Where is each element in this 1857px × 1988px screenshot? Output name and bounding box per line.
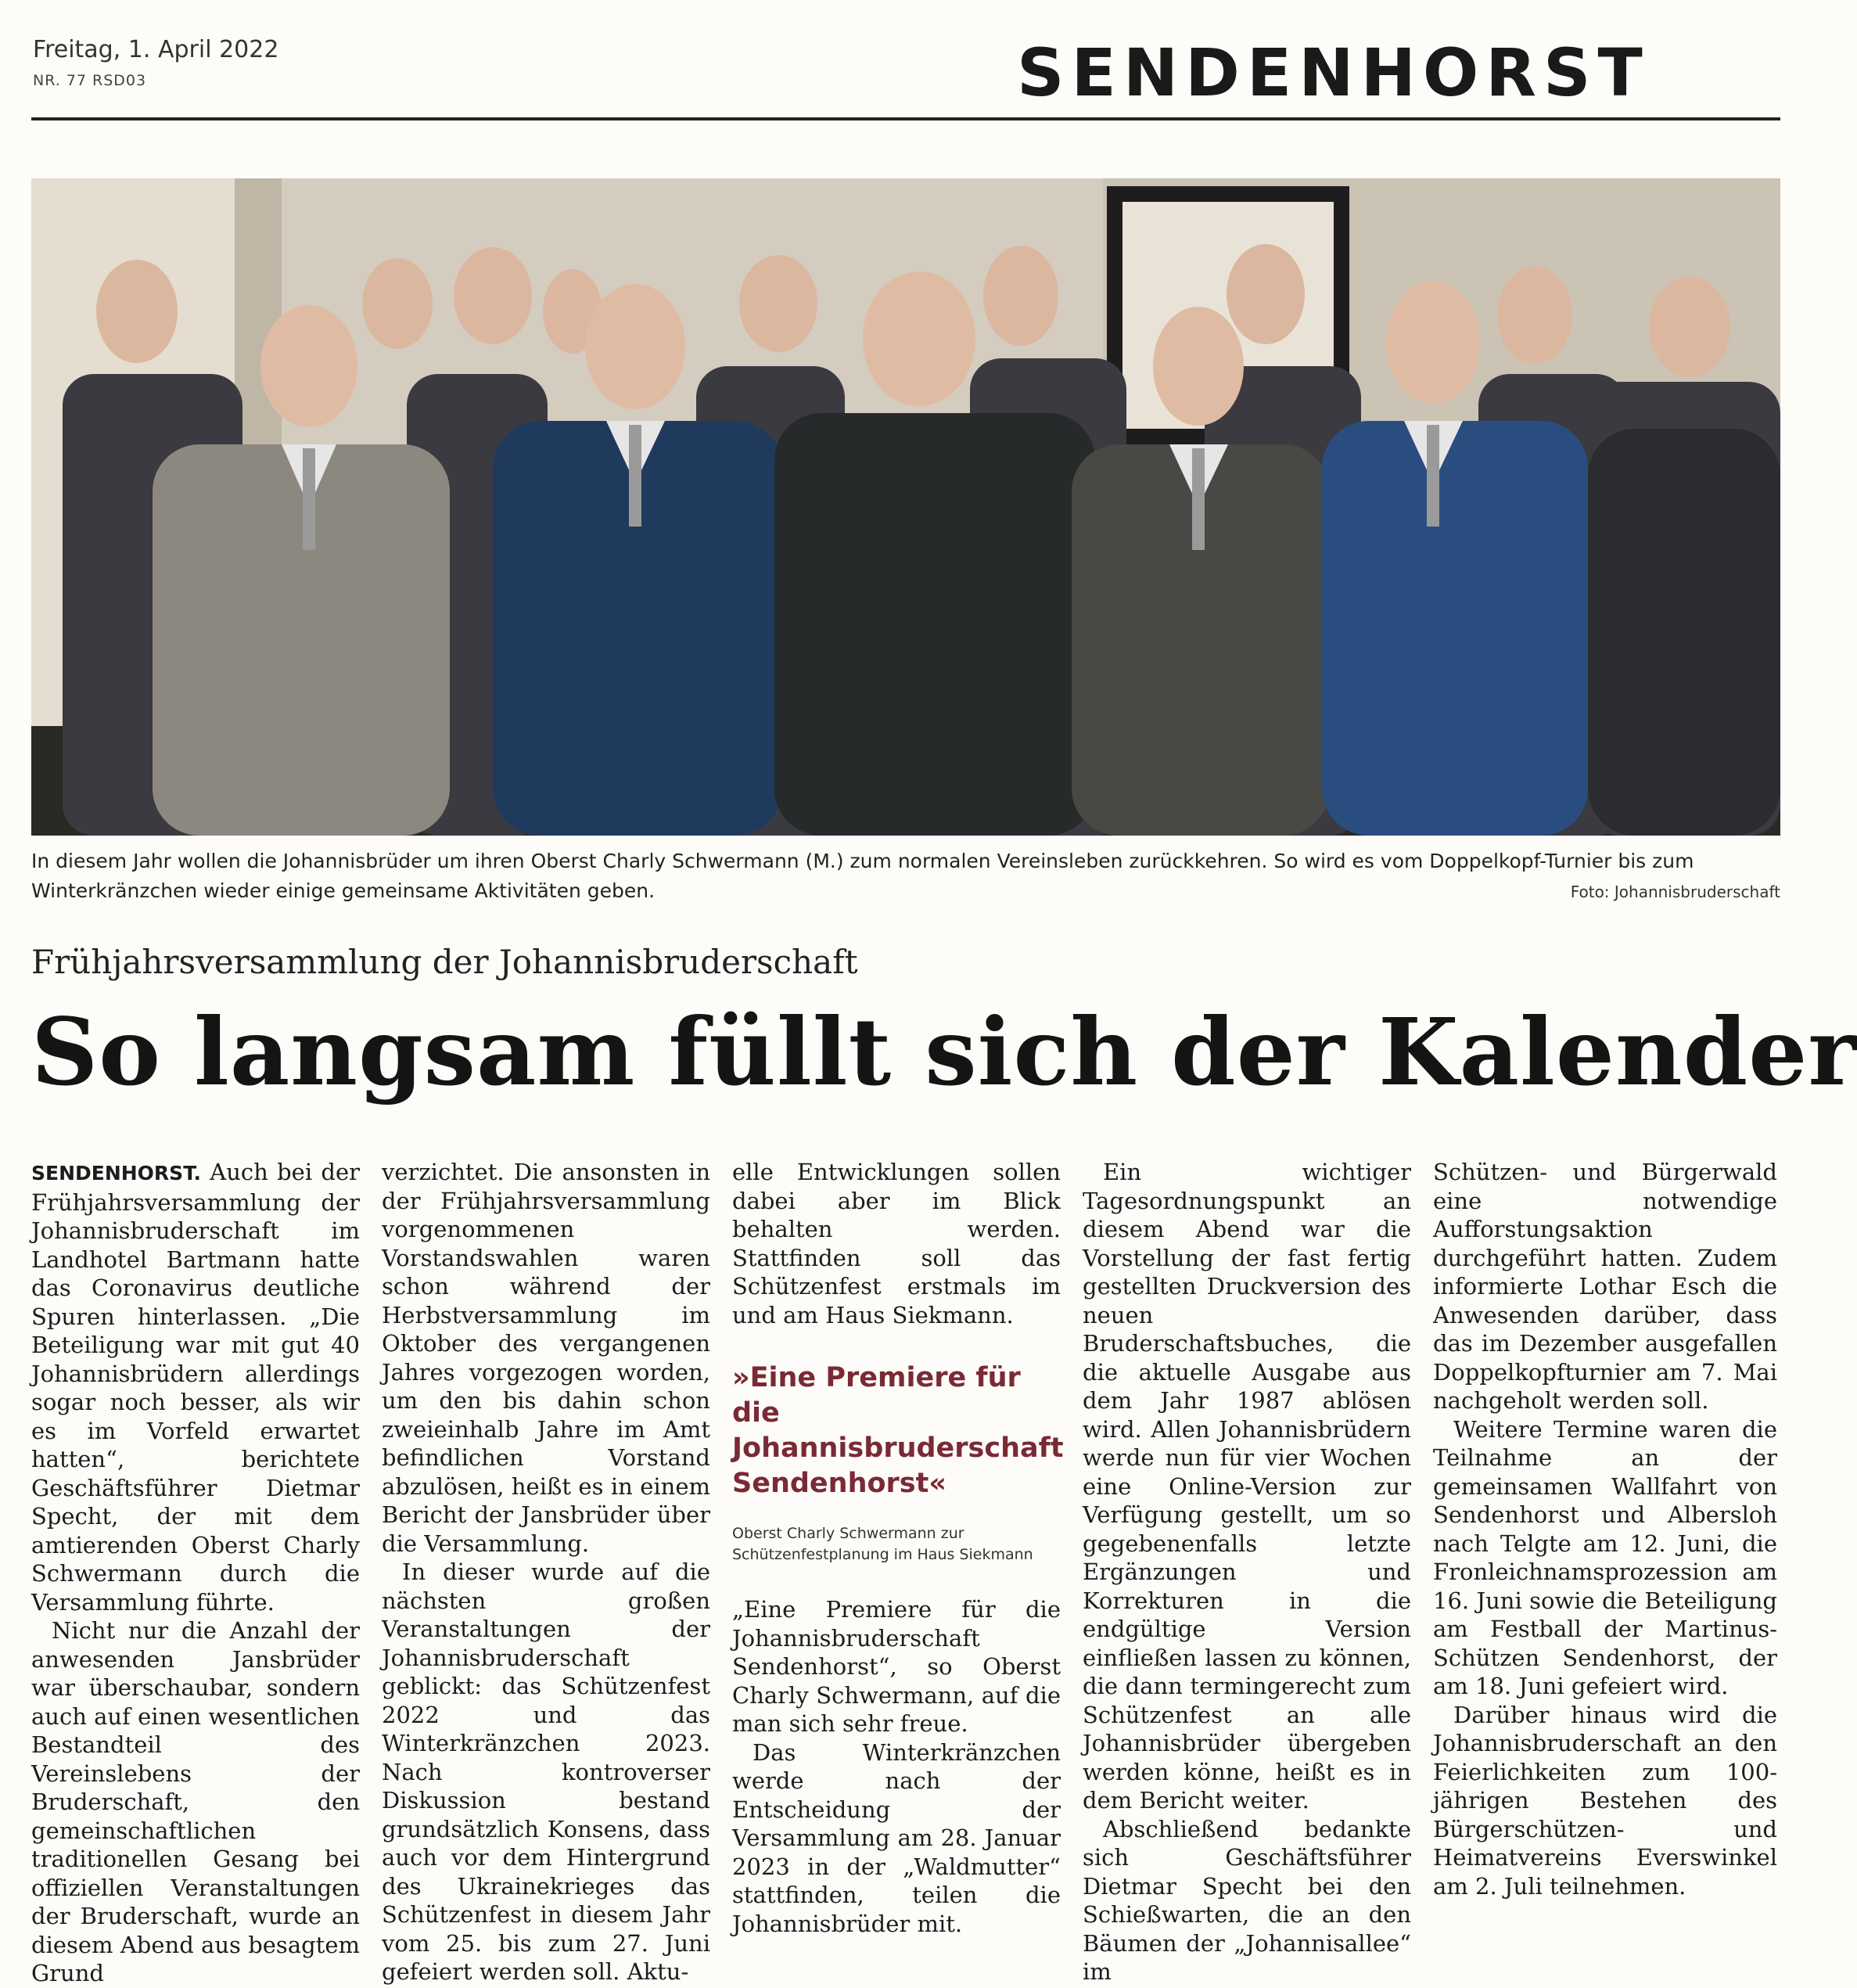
group-photo [31, 178, 1780, 836]
group-photo-illustration [31, 178, 1780, 836]
paragraph: Weitere Termine waren die Teilnahme an der gemeinsamen Wallfahrt von Sendenhorst und Albersloh nach Telgte am 12. Juni, die Fronleichnamsprozession am 16. Juni sowie die Beteiligung am Festball der Martinus-Schützen Sendenhorst, der am 18. Juni gefeiert wird. [1433, 1415, 1777, 1699]
paragraph: Ein wichtiger Tagesordnungspunkt an diesem Abend war die Vorstellung der fast fertig gestellten Druckversion des neuen Bruderschaftsbuches, die die aktuelle Ausgabe aus dem Jahr 1987 ablösen wird. Allen Johannisbrüdern werde nun für vier Wochen eine Online-Version zur Verfügung gestellt, um so gegebenenfalls letzte Ergänzungen und Korrekturen in die endgültige Version einfließen lassen zu können, die dann termingerecht zum Schützenfest an alle Johannisbrüder übergeben werden könne, heißt es in dem Bericht weiter. [1083, 1159, 1411, 1814]
paragraph-text: Auch bei der Frühjahrsversammlung der Johannisbruderschaft im Landhotel Bartmann hatte das Coronavirus deutliche Spuren hinterlassen. „Die Beteiligung war mit gut 40 Johannisbrüdern allerdings sogar noch besser, als wir es im Vorfeld erwartet hatten“, berichtete Geschäftsführer Dietmar Specht, der mit dem amtierenden Oberst Charly Schwermann durch die Versammlung führte. [31, 1159, 360, 1616]
photo-credit: Foto: Johannisbruderschaft [1570, 883, 1780, 901]
masthead-rule [31, 117, 1780, 120]
article-column-2 [382, 1158, 710, 1985]
paragraph: Darüber hinaus wird die Johannisbruderschaft an den Feierlichkeiten zum 100-jährigen Bestehen des Bürgerschützen- und Heimatvereins Everswinkel am 2. Juli teilnehmen. [1433, 1701, 1777, 1900]
paragraph: In dieser wurde auf die nächsten großen Veranstaltungen der Johannisbruderschaft geblickt: das Schützenfest 2022 und das Winterkränzchen 2023. Nach kontroverser Diskussion bestand grundsätzlich Konsens, dass auch vor dem Hintergrund des Ukrainekrieges das Schützenfest in diesem Jahr vom 25. bis zum 27. Juni gefeiert werden soll. Aktu- [382, 1558, 710, 1985]
paragraph: Das Winterkränzchen werde nach der Entscheidung der Versammlung am 28. Januar 2023 in der „Waldmutter“ stattfinden, teilen die Johannisbrüder mit. [732, 1738, 1061, 1937]
pull-quote-caption: Oberst Charly Schwermann zur Schützenfestplanung im Haus Siekmann [732, 1525, 1033, 1563]
article-kicker: Frühjahrsversammlung der Johannisbruderschaft [31, 943, 858, 981]
dateline: SENDENHORST. [31, 1162, 201, 1185]
article-column-1 [31, 1158, 360, 1986]
article-column-4 [1083, 1158, 1411, 1985]
article-headline: So langsam füllt sich der Kalender [31, 998, 1857, 1106]
issue-date: Freitag, 1. April 2022 [33, 36, 279, 63]
paragraph: Schützen- und Bürgerwald eine notwendige Aufforstungsaktion durchgeführt hatten. Zudem informierte Lothar Esch die Anwesenden darüber, dass das im Dezember ausgefallen Doppelkopfturnier am 7. Mai nachgeholt werden soll. [1433, 1159, 1777, 1414]
section-title: SENDENHORST [1017, 34, 1650, 111]
paragraph: Abschließend bedankte sich Geschäftsführer Dietmar Specht bei den Schießwarten, die an den Bäumen der „Johannisallee“ im [1083, 1815, 1411, 1985]
paragraph: verzichtet. Die ansonsten in der Frühjahrsversammlung vorgenommenen Vorstandswahlen waren schon während der Herbstversammlung im Oktober des vergangenen Jahres vorgezogen worden, um den bis dahin schon zweieinhalb Jahre im Amt befindlichen Vorstand abzulösen, heißt es in einem Bericht der Jansbrüder über die Versammlung. [382, 1159, 710, 1557]
pull-quote [732, 1361, 1064, 1566]
pull-quote-text: »Eine Premiere für die Johannisbruderschaft Sendenhorst« [732, 1362, 1064, 1499]
issue-number: NR. 77 RSD03 [33, 72, 147, 89]
photo-caption: In diesem Jahr wollen die Johannisbrüder um ihren Oberst Charly Schwermann (M.) zum normalen Vereinsleben zurückkehren. So wird es vom Doppelkopf-Turnier bis zum Winterkränzchen wieder einige gemeinsame Aktivitäten geben. [31, 850, 1694, 902]
paragraph: elle Entwicklungen sollen dabei aber im Blick behalten werden. Stattfinden soll das Schützenfest erstmals im und am Haus Siekmann. [732, 1159, 1061, 1328]
paragraph: „Eine Premiere für die Johannisbruderschaft Sendenhorst“, so Oberst Charly Schwermann, auf die man sich sehr freue. [732, 1596, 1061, 1737]
article-column-3 [732, 1158, 1064, 1937]
article-column-5 [1433, 1158, 1777, 1921]
paragraph [31, 1158, 360, 1616]
paragraph: Nicht nur die Anzahl der anwesenden Jansbrüder war überschaubar, sondern auch auf einen wesentlichen Bestandteil des Vereinslebens der Bruderschaft, den gemeinschaftlichen traditionellen Gesang bei offiziellen Veranstaltungen der Bruderschaft, wurde an diesem Abend aus besagtem Grund [31, 1617, 360, 1986]
